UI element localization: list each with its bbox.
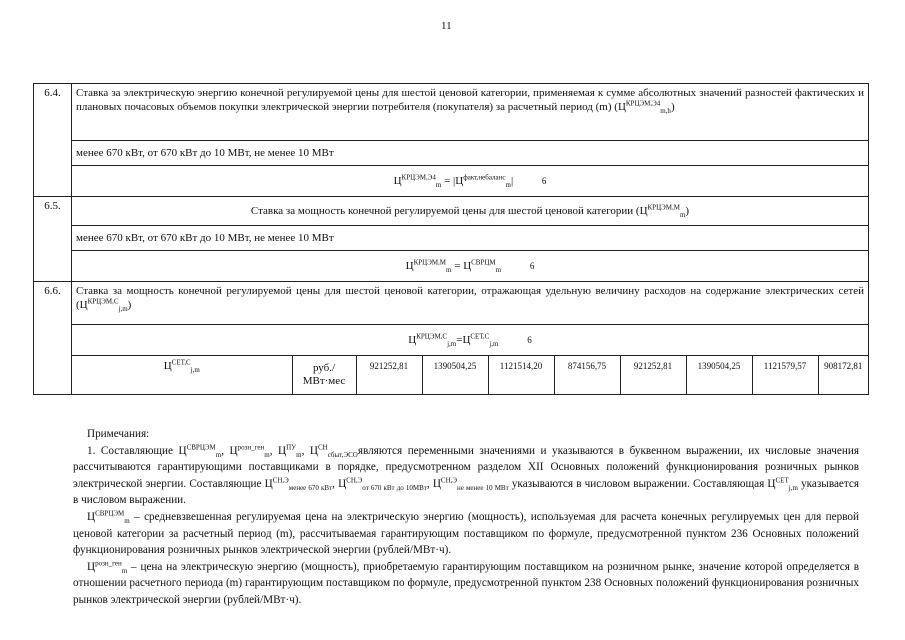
- notes-section: [73, 426, 859, 609]
- value-cell: 1390504,25: [686, 356, 752, 394]
- value-cell: 908172,81: [818, 356, 868, 394]
- value-cell: 1121579,57: [752, 356, 818, 394]
- value-cell: 921252,81: [620, 356, 686, 394]
- table-row-6-4: [34, 84, 869, 141]
- power-range: менее 670 кВт, от 670 кВт до 10 МВт, не менее 10 МВт: [72, 141, 869, 166]
- values-cell: [72, 356, 869, 395]
- row-number: 6.5.: [34, 197, 72, 282]
- note-mark: 6: [541, 176, 547, 186]
- formula: $Ц^{КРЦЭМ,Э4}_m = |Ц^{факт,небаланс}_m|$ 6: [72, 166, 869, 197]
- value-cell: 1390504,25: [422, 356, 488, 394]
- row-description: Ставка за мощность конечной регулируемой цены для шестой ценовой категории $(Ц^{КРЦЭМ,М}_m)$: [72, 197, 869, 226]
- row-number: 6.6.: [34, 282, 72, 395]
- row-description: Ставка за мощность конечной регулируемой цены для шестой ценовой категории, отражающая удельную величину расходов на содержание электрических сетей $(Ц^{КРЦЭМ,С}_{j,m})$: [72, 282, 869, 325]
- formula: $Ц^{КРЦЭМ,М}_m = Ц^{СВРЦМ}_m$ 6: [72, 251, 869, 282]
- value-cell: 921252,81: [356, 356, 422, 394]
- value-cell: 1121514,20: [488, 356, 554, 394]
- note-paragraph-2: $Ц^{СВРЦЭМ}_m$ – средневзвешенная регулируемая цена на электрическую энергию (мощность), используемая для расчета конечных регулируемых цен для первой ценовой категории за расчетный период (m), рассчитываемая гарантирующим поставщиком по формуле, предусмотренной пунктом 236 Основных положений функционирования розничных рынков электрической энергии (рублей/МВт·ч).: [73, 509, 859, 557]
- note-mark: 6: [529, 261, 535, 271]
- row-description: Ставка за электрическую энергию конечной регулируемой цены для шестой ценовой категории, применяемая к сумме абсолютных значений разностей фактических и плановых почасовых объемов покупки электрической энергии потребителя (покупателя) за расчетный период (m) $(Ц^{КРЦЭМ,Э4}_{m,h})$: [72, 84, 869, 141]
- notes-heading: Примечания:: [87, 428, 150, 440]
- page-number: 11: [441, 20, 452, 32]
- row-number: 6.4.: [34, 84, 72, 197]
- note-paragraph-3: $Ц^{розн\_ген}_m$ – цена на электрическую энергию (мощность), приобретаемую гарантирующим поставщиком на розничном рынке, значение которой определяется в отношении расчетного периода (m) гарантирующим поставщиком по формуле, предусмотренной пунктом 238 Основных положений функционирования розничных рынков электрической энергии (рублей/МВт·ч).: [73, 559, 860, 606]
- table-row-6-5: [34, 197, 869, 226]
- tariff-table: [33, 83, 869, 395]
- note-1: 1. Составляющие $Ц^{СВРЦЭМ}_m$, $Ц^{розн\_ген}_m$, $Ц^{ПУ}_m$, $Ц^{СН}_{сбыт,ЭСО}являются$ переменными значениями и указываются в буквенном выражении, их числовые значения рассчитываются гарантирующими поставщиками в порядке, предусмотренном разделом XII Основных положений функционирования розничных рынков электрической энергии. Составляющие $Ц^{СН,Э}_{менее 670 кВт}$, $Ц^{СН,Э}_{от 670 кВт до 10МВт}$, $Ц^{СН,Э}_{не менее 10 МВт}$ указываются в числовом выражении. Составляющая $Ц^{СЕТ}_{j,m}$ указывается в числовом выражении.: [73, 442, 860, 507]
- formula: $Ц^{КРЦЭМ,С}_{j,m}=Ц^{СЕТ,С}_{j,m}$ 6: [72, 325, 869, 356]
- unit: руб./ МВт·мес: [292, 356, 356, 394]
- value-cell: 874156,75: [554, 356, 620, 394]
- symbol: $Ц^{СЕТ,С}_{j,m}$: [72, 356, 292, 394]
- values-table: [72, 356, 868, 394]
- table-row-6-6: [34, 282, 869, 325]
- values-row: [72, 356, 868, 394]
- note-mark: 6: [527, 335, 532, 345]
- power-range: менее 670 кВт, от 670 кВт до 10 МВт, не менее 10 МВт: [72, 226, 869, 251]
